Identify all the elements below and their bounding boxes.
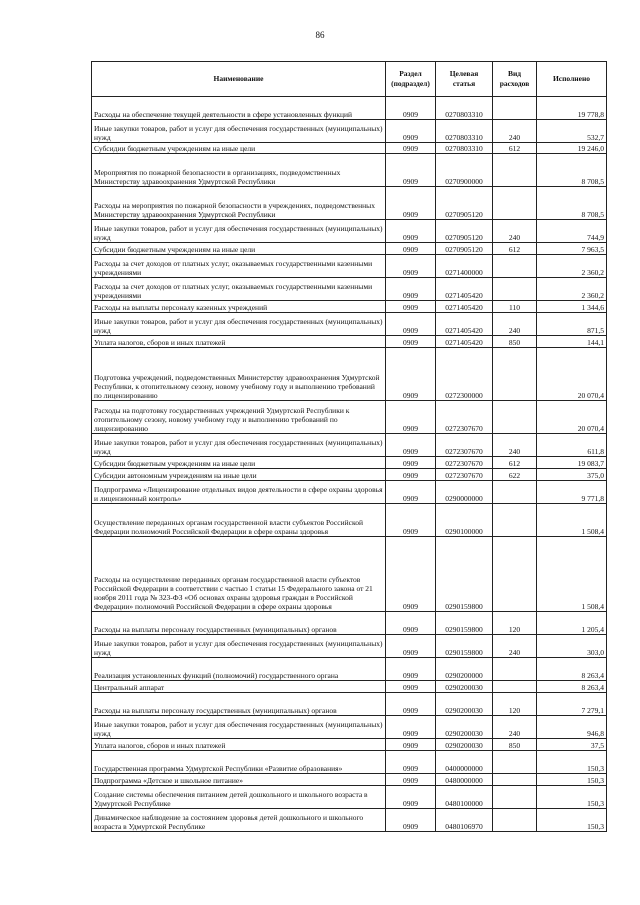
cell-name: Расходы за счет доходов от платных услуг, оказываемых государственными казенными учреждениями [92,278,386,301]
cell-amount: 37,5 [537,739,607,751]
header-section: Раздел (подраздел) [386,62,436,97]
cell-section: 0909 [386,154,436,187]
table-row [92,348,607,401]
cell-article: 0270905120 [436,187,493,220]
cell-amount: 744,9 [537,220,607,243]
cell-section: 0909 [386,739,436,751]
cell-name: Субсидии бюджетным учреждениям на иные цели [92,457,386,469]
cell-name: Расходы на выплаты персоналу казенных учреждений [92,301,386,313]
table-body [92,97,607,832]
cell-name: Иные закупки товаров, работ и услуг для обеспечения государственных (муниципальных) нужд [92,635,386,658]
cell-name: Иные закупки товаров, работ и услуг для обеспечения государственных (муниципальных) нужд [92,313,386,336]
table-row [92,401,607,434]
cell-amount: 19 778,8 [537,97,607,120]
cell-name: Иные закупки товаров, работ и услуг для обеспечения государственных (муниципальных) нужд [92,434,386,457]
table-row [92,220,607,243]
cell-kind [493,786,537,809]
table-row [92,313,607,336]
cell-section: 0909 [386,220,436,243]
cell-kind: 612 [493,457,537,469]
cell-section: 0909 [386,401,436,434]
cell-section: 0909 [386,612,436,635]
table-row [92,612,607,635]
cell-section: 0909 [386,681,436,693]
cell-amount: 2 360,2 [537,255,607,278]
cell-kind [493,97,537,120]
cell-name: Иные закупки товаров, работ и услуг для обеспечения государственных (муниципальных) нужд [92,716,386,739]
table-row [92,786,607,809]
cell-name: Динамическое наблюдение за состоянием здоровья детей дошкольного и школьного возраста в Удмуртской Республике [92,809,386,832]
cell-kind: 240 [493,635,537,658]
cell-amount: 20 070,4 [537,348,607,401]
cell-kind [493,537,537,612]
cell-kind: 240 [493,313,537,336]
cell-article: 0290100000 [436,504,493,537]
cell-article: 0271405420 [436,301,493,313]
cell-kind [493,481,537,504]
cell-kind: 850 [493,739,537,751]
cell-section: 0909 [386,143,436,154]
cell-section: 0909 [386,348,436,401]
cell-kind [493,809,537,832]
cell-article: 0290159800 [436,635,493,658]
cell-amount: 8 708,5 [537,154,607,187]
cell-section: 0909 [386,774,436,786]
header-kind: Вид расходов [493,62,537,97]
table-row [92,457,607,469]
cell-section: 0909 [386,716,436,739]
cell-article: 0290200030 [436,716,493,739]
cell-section: 0909 [386,97,436,120]
cell-kind [493,278,537,301]
cell-name: Осуществление переданных органам государственной власти субъектов Российской Федерации полномочий Российской Федерации в сфере охраны здоровья [92,504,386,537]
cell-kind [493,504,537,537]
cell-name: Мероприятия по пожарной безопасности в организациях, подведомственных Министерству здравоохранения Удмуртской Республики [92,154,386,187]
cell-section: 0909 [386,469,436,481]
cell-amount: 7 279,1 [537,693,607,716]
cell-name: Уплата налогов, сборов и иных платежей [92,336,386,348]
cell-article: 0272307670 [436,457,493,469]
cell-section: 0909 [386,301,436,313]
table-row [92,809,607,832]
cell-kind: 240 [493,434,537,457]
cell-article: 0290159800 [436,537,493,612]
cell-amount: 946,8 [537,716,607,739]
cell-section: 0909 [386,537,436,612]
table-row [92,716,607,739]
cell-section: 0909 [386,278,436,301]
cell-kind [493,658,537,681]
cell-amount: 1 508,4 [537,504,607,537]
cell-name: Расходы на выплаты персоналу государственных (муниципальных) органов [92,612,386,635]
table-row [92,143,607,154]
table-row [92,97,607,120]
cell-section: 0909 [386,809,436,832]
table-row [92,658,607,681]
cell-name: Иные закупки товаров, работ и услуг для обеспечения государственных (муниципальных) нужд [92,120,386,143]
cell-kind: 120 [493,612,537,635]
cell-name: Субсидии бюджетным учреждениям на иные цели [92,143,386,154]
header-row [92,62,607,97]
cell-article: 0271405420 [436,336,493,348]
cell-name: Расходы за счет доходов от платных услуг, оказываемых государственными казенными учреждениями [92,255,386,278]
cell-section: 0909 [386,120,436,143]
table-row [92,751,607,774]
cell-article: 0400000000 [436,751,493,774]
cell-section: 0909 [386,336,436,348]
cell-article: 0270900000 [436,154,493,187]
cell-name: Подпрограмма «Детское и школьное питание» [92,774,386,786]
table-row [92,693,607,716]
cell-amount: 150,3 [537,786,607,809]
cell-article: 0271405420 [436,313,493,336]
cell-kind: 612 [493,143,537,154]
cell-kind [493,774,537,786]
table-row [92,255,607,278]
cell-article: 0272307670 [436,401,493,434]
cell-kind: 240 [493,220,537,243]
cell-amount: 9 771,8 [537,481,607,504]
cell-section: 0909 [386,434,436,457]
cell-amount: 1 508,4 [537,537,607,612]
cell-kind [493,681,537,693]
cell-amount: 8 263,4 [537,658,607,681]
cell-kind [493,751,537,774]
cell-section: 0909 [386,243,436,255]
table-row [92,481,607,504]
cell-name: Государственная программа Удмуртской Республики «Развитие образования» [92,751,386,774]
cell-kind: 850 [493,336,537,348]
cell-article: 0290200030 [436,693,493,716]
cell-article: 0272307670 [436,469,493,481]
table-row [92,278,607,301]
cell-amount: 19 083,7 [537,457,607,469]
cell-article: 0270803310 [436,97,493,120]
cell-article: 0270905120 [436,220,493,243]
cell-article: 0270803310 [436,143,493,154]
cell-name: Субсидии бюджетным учреждениям на иные цели [92,243,386,255]
cell-kind: 240 [493,120,537,143]
cell-kind: 612 [493,243,537,255]
cell-kind [493,187,537,220]
cell-article: 0272300000 [436,348,493,401]
cell-amount: 303,0 [537,635,607,658]
cell-amount: 532,7 [537,120,607,143]
cell-amount: 150,3 [537,774,607,786]
cell-amount: 2 360,2 [537,278,607,301]
table-row [92,635,607,658]
table-row [92,336,607,348]
cell-section: 0909 [386,786,436,809]
table-row [92,469,607,481]
cell-article: 0271400000 [436,255,493,278]
table-row [92,739,607,751]
table-row [92,537,607,612]
table-row [92,187,607,220]
cell-section: 0909 [386,255,436,278]
cell-name: Расходы на мероприятия по пожарной безопасности в учреждениях, подведомственных Министерству здравоохранения Удмуртской Республики [92,187,386,220]
cell-section: 0909 [386,313,436,336]
table-row [92,434,607,457]
cell-name: Уплата налогов, сборов и иных платежей [92,739,386,751]
cell-section: 0909 [386,635,436,658]
budget-table [91,61,607,832]
cell-name: Расходы на обеспечение текущей деятельности в сфере установленных функций [92,97,386,120]
table-row [92,681,607,693]
cell-article: 0270905120 [436,243,493,255]
cell-amount: 144,1 [537,336,607,348]
cell-article: 0271405420 [436,278,493,301]
cell-kind [493,255,537,278]
table-row [92,774,607,786]
cell-amount: 375,0 [537,469,607,481]
cell-kind [493,401,537,434]
cell-name: Расходы на осуществление переданных органам государственной власти субъектов Российской Федерации в соответствии с частью 1 статьи 15 Федерального закона от 21 ноября 2011 года № 323-ФЗ «Об основах охраны здоровья граждан в Российской Федерации» полномочий Российской Федерации в сфере охраны здоровья [92,537,386,612]
cell-amount: 611,8 [537,434,607,457]
cell-name: Расходы на выплаты персоналу государственных (муниципальных) органов [92,693,386,716]
cell-amount: 8 708,5 [537,187,607,220]
cell-amount: 150,3 [537,809,607,832]
cell-amount: 1 205,4 [537,612,607,635]
cell-amount: 19 246,0 [537,143,607,154]
table-row [92,154,607,187]
cell-section: 0909 [386,504,436,537]
cell-amount: 8 263,4 [537,681,607,693]
cell-section: 0909 [386,481,436,504]
cell-article: 0290200030 [436,739,493,751]
cell-amount: 20 070,4 [537,401,607,434]
cell-name: Подготовка учреждений, подведомственных Министерству здравоохранения Удмуртской Республики, к отопительному сезону, новому учебному году и выполнению требований по лицензированию [92,348,386,401]
cell-article: 0272307670 [436,434,493,457]
cell-kind: 240 [493,716,537,739]
cell-kind [493,154,537,187]
table-header [92,62,607,97]
header-name: Наименование [92,62,386,97]
table-row [92,504,607,537]
header-amount: Исполнено [537,62,607,97]
header-article: Целевая статья [436,62,493,97]
cell-name: Иные закупки товаров, работ и услуг для обеспечения государственных (муниципальных) нужд [92,220,386,243]
cell-kind: 120 [493,693,537,716]
cell-amount: 871,5 [537,313,607,336]
cell-article: 0290000000 [436,481,493,504]
cell-name: Подпрограмма «Лицензирование отдельных видов деятельности в сфере охраны здоровья и лицензионный контроль» [92,481,386,504]
cell-section: 0909 [386,457,436,469]
table-row [92,243,607,255]
cell-kind: 110 [493,301,537,313]
cell-article: 0480106970 [436,809,493,832]
cell-article: 0290200030 [436,681,493,693]
cell-name: Центральный аппарат [92,681,386,693]
page-number: 86 [315,30,325,40]
cell-amount: 1 344,6 [537,301,607,313]
cell-article: 0480000000 [436,774,493,786]
cell-name: Реализация установленных функций (полномочий) государственного органа [92,658,386,681]
cell-section: 0909 [386,658,436,681]
cell-amount: 150,3 [537,751,607,774]
cell-section: 0909 [386,187,436,220]
cell-name: Создание системы обеспечения питанием детей дошкольного и школьного возраста в Удмуртской Республике [92,786,386,809]
cell-article: 0270803310 [436,120,493,143]
cell-amount: 7 963,5 [537,243,607,255]
cell-kind [493,348,537,401]
cell-name: Субсидии автономным учреждениям на иные цели [92,469,386,481]
cell-section: 0909 [386,693,436,716]
cell-article: 0290159800 [436,612,493,635]
cell-name: Расходы на подготовку государственных учреждений Удмуртской Республики к отопительному сезону, новому учебному году и выполнению требований по лицензированию [92,401,386,434]
table-row [92,301,607,313]
cell-section: 0909 [386,751,436,774]
cell-article: 0480100000 [436,786,493,809]
table-row [92,120,607,143]
cell-kind: 622 [493,469,537,481]
cell-article: 0290200000 [436,658,493,681]
